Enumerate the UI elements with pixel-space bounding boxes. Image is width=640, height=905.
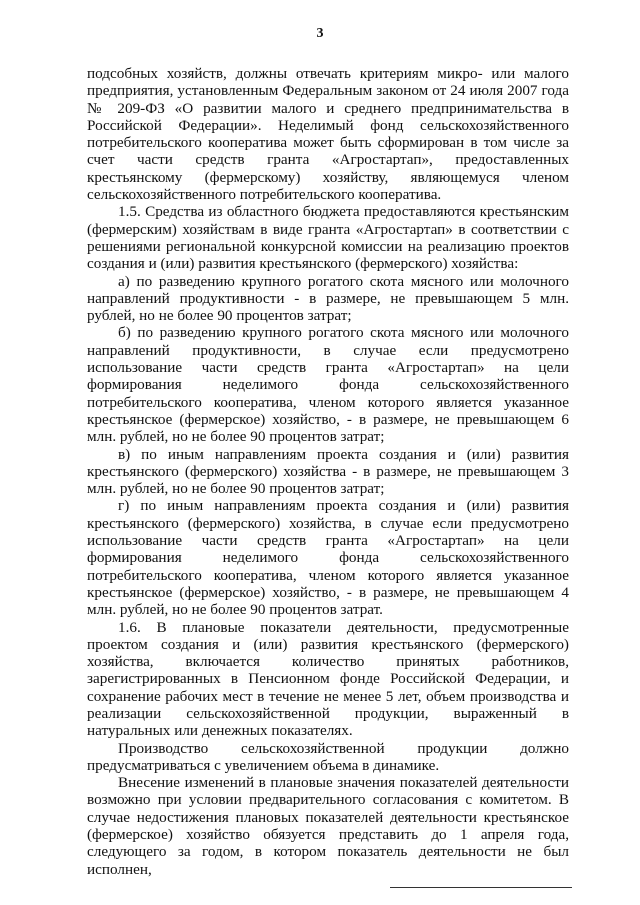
paragraph-changes: Внесение изменений в плановые значения показателей деятельности возможно при условии предварительного согласования с комитетом. В случае недостижения плановых показателей деятельности крестьянское (фермерское) хозяйство обязуется представить до 1 апреля года, следующего за годом, в котором показатель деятельности не был исполнен, — [87, 774, 569, 878]
paragraph-item-v: в) по иным направлениям проекта создания и (или) развития крестьянского (фермерского) хозяйства - в размере, не превышающем 3 млн. рублей, но не более 90 процентов затрат; — [87, 445, 569, 498]
document-body — [87, 65, 569, 878]
paragraph-continuation: подсобных хозяйств, должны отвечать критериям микро- или малого предприятия, установленным Федеральным законом от 24 июля 2007 года № 209-ФЗ «О развитии малого и среднего предпринимательства в Российской Федерации». Неделимый фонд сельскохозяйственного потребительского кооператива может быть сформирован в том числе за счет части средств гранта «Агростартап», предоставленных крестьянскому (фермерскому) хозяйству, являющемуся членом сельскохозяйственного потребительского кооператива. — [87, 65, 569, 204]
paragraph-1-6: 1.6. В плановые показатели деятельности, предусмотренные проектом создания и (или) развития крестьянского (фермерского) хозяйства, включается количество принятых работников, зарегистрированных в Пенсионном фонде Российской Федерации, и сохранение рабочих мест в течение не менее 5 лет, объем производства и реализации сельскохозяйственной продукции, выраженный в натуральных или денежных показателях. — [87, 618, 569, 740]
paragraph-item-g: г) по иным направлениям проекта создания и (или) развития крестьянского (фермерского) хозяйства, в случае если предусмотрено использование части средств гранта «Агростартап» на цели формирования неделимого фонда сельскохозяйственного потребительского кооператива, членом которого является указанное крестьянское (фермерское) хозяйство, - в размере, не превышающем 4 млн. рублей, но не более 90 процентов затрат. — [87, 497, 569, 619]
paragraph-1-5: 1.5. Средства из областного бюджета предоставляются крестьянским (фермерским) хозяйствам в виде гранта «Агростартап» в соответствии с решениями региональной конкурсной комиссии на реализацию проектов создания и (или) развития крестьянского (фермерского) хозяйства: — [87, 203, 569, 273]
footer-rule — [390, 887, 572, 888]
paragraph-item-b: б) по разведению крупного рогатого скота мясного или молочного направлений продуктивности, в случае если предусмотрено использование части средств гранта «Агростартап» на цели формирования неделимого фонда сельскохозяйственного потребительского кооператива, членом которого является указанное крестьянское (фермерское) хозяйство, - в размере, не превышающем 6 млн. рублей, но не более 90 процентов затрат; — [87, 324, 569, 446]
paragraph-item-a: а) по разведению крупного рогатого скота мясного или молочного направлений продуктивности - в размере, не превышающем 5 млн. рублей, но не более 90 процентов затрат; — [87, 272, 569, 325]
page-number: 3 — [316, 26, 324, 41]
paragraph-production: Производство сельскохозяйственной продукции должно предусматриваться с увеличением объема в динамике. — [87, 739, 569, 774]
